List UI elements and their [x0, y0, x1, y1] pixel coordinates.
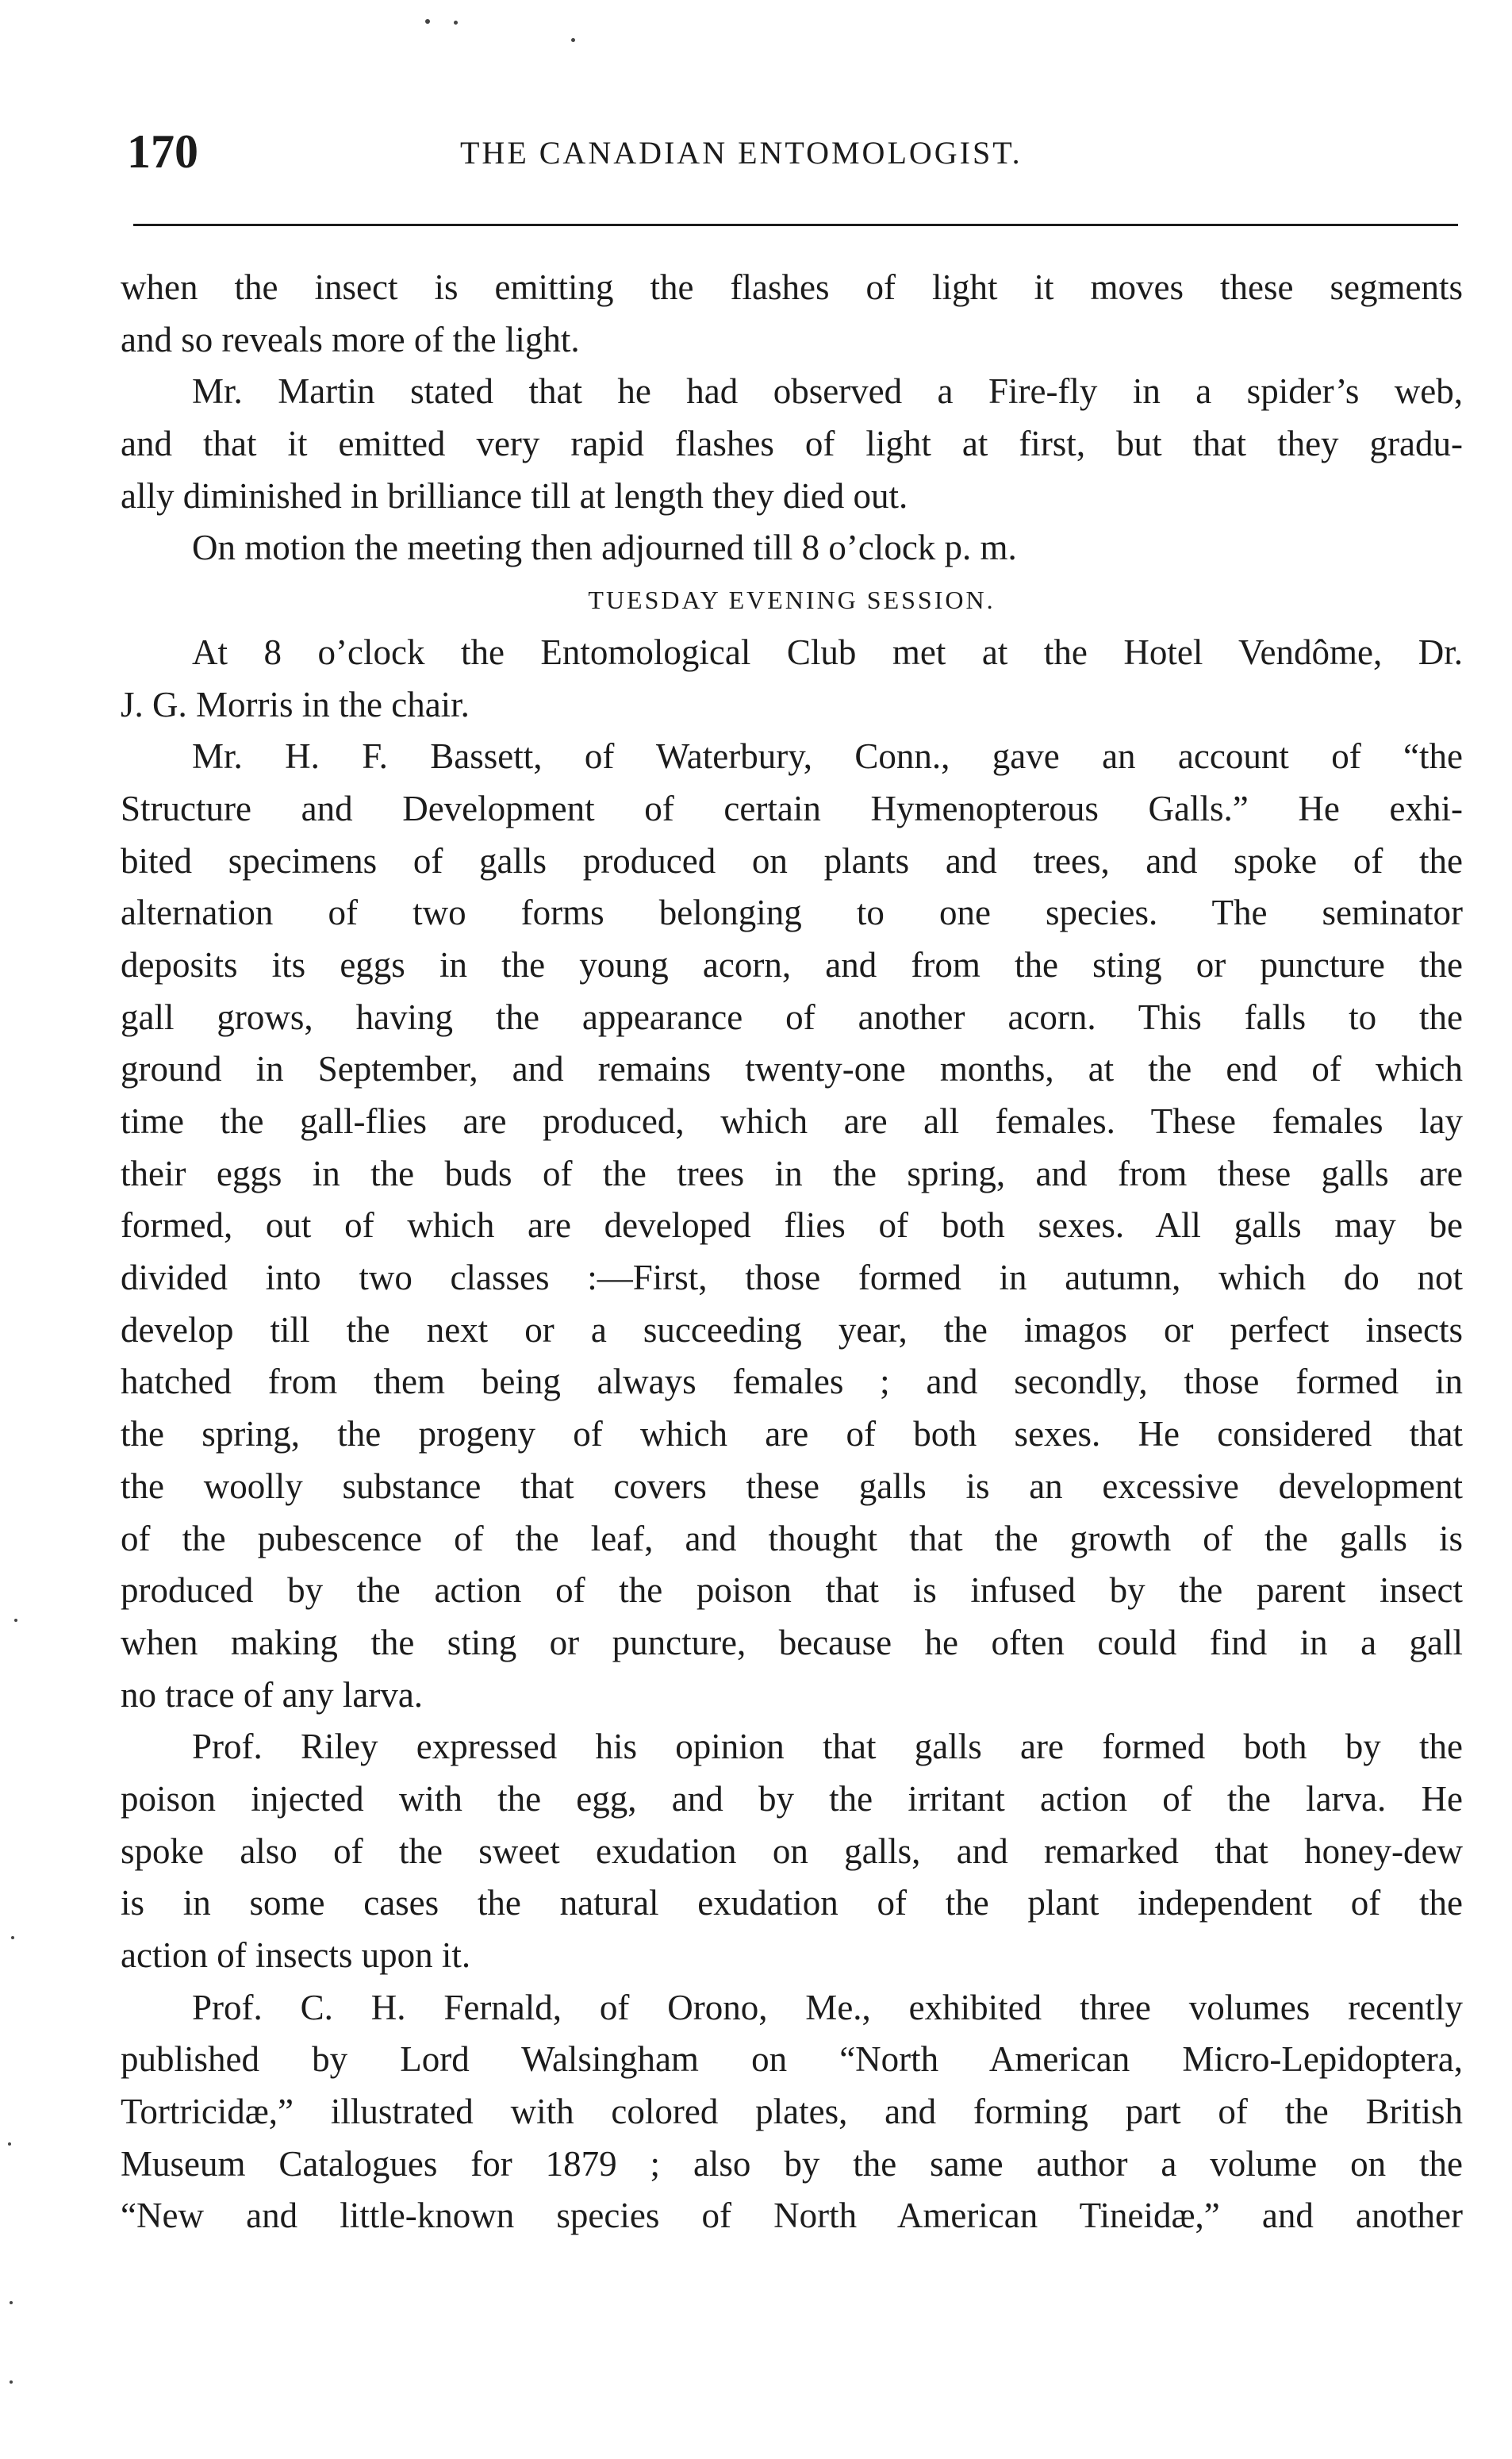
scan-speck: [8, 2142, 11, 2146]
text-line: spoke also of the sweet exudation on galls, and remarked that honey-dew: [121, 1831, 1463, 1871]
text-line: and so reveals more of the light.: [121, 319, 580, 359]
header-rule: [133, 224, 1458, 226]
text-line: when making the sting or puncture, because he often could find in a gall: [121, 1622, 1463, 1662]
text-line: J. G. Morris in the chair.: [121, 684, 470, 724]
text-line: action of insects upon it.: [121, 1935, 471, 1975]
text-line: time the gall-flies are produced, which are all females. These females lay: [121, 1101, 1463, 1141]
text-line: their eggs in the buds of the trees in the spring, and from these galls are: [121, 1153, 1463, 1193]
text-line: when the insect is emitting the flashes of light it moves these segments: [121, 267, 1463, 307]
text-line: poison injected with the egg, and by the irritant action of the larva. He: [121, 1778, 1463, 1819]
text-line: develop till the next or a succeeding year, the imagos or perfect insects: [121, 1309, 1463, 1350]
body-text: [121, 262, 1463, 2242]
text-line: of the pubescence of the leaf, and thought that the growth of the galls is: [121, 1518, 1463, 1558]
text-line: ground in September, and remains twenty-one months, at the end of which: [121, 1049, 1463, 1089]
page-header: [127, 119, 1460, 190]
text-line: Structure and Development of certain Hymenopterous Galls.” He exhi-: [121, 788, 1463, 828]
text-line: produced by the action of the poison that is infused by the parent insect: [121, 1570, 1463, 1611]
text-line: Prof. Riley expressed his opinion that galls are formed both by the: [192, 1727, 1463, 1767]
text-line: Prof. C. H. Fernald, of Orono, Me., exhibited three volumes recently: [192, 1987, 1463, 2027]
scan-speck: [11, 1936, 14, 1939]
text-line: Tortricidæ,” illustrated with colored plates, and forming part of the British: [121, 2092, 1463, 2132]
scan-speck: [14, 1619, 17, 1622]
text-line: no trace of any larva.: [121, 1674, 424, 1715]
text-line: divided into two classes :—First, those formed in autumn, which do not: [121, 1258, 1463, 1298]
scan-speck: [571, 38, 575, 42]
text-line: published by Lord Walsingham on “North American Micro-Lepidoptera,: [121, 2039, 1463, 2080]
section-heading: TUESDAY EVENING SESSION.: [588, 586, 996, 615]
text-line: deposits its eggs in the young acorn, and from the sting or puncture the: [121, 944, 1463, 985]
scan-speck: [425, 19, 430, 24]
text-line: On motion the meeting then adjourned till 8 o’clock p. m.: [192, 528, 1017, 568]
text-line: “New and little-known species of North American Tineidæ,” and another: [121, 2196, 1463, 2236]
text-line: the woolly substance that covers these galls is an excessive development: [121, 1466, 1463, 1506]
text-line: alternation of two forms belonging to one species. The seminator: [121, 893, 1463, 933]
text-line: Mr. Martin stated that he had observed a Fire-fly in a spider’s web,: [192, 371, 1463, 412]
text-line: Mr. H. F. Bassett, of Waterbury, Conn., gave an account of “the: [192, 736, 1463, 777]
text-line: hatched from them being always females ; and secondly, those formed in: [121, 1362, 1463, 1402]
scan-speck: [10, 2301, 13, 2304]
text-line: At 8 o’clock the Entomological Club met at the Hotel Vendôme, Dr.: [192, 632, 1463, 672]
text-line: bited specimens of galls produced on plants and trees, and spoke of the: [121, 840, 1463, 881]
text-line: gall grows, having the appearance of another acorn. This falls to the: [121, 997, 1463, 1037]
text-line: the spring, the progeny of which are of both sexes. He considered that: [121, 1414, 1463, 1454]
scan-speck: [10, 2380, 13, 2384]
text-line: Museum Catalogues for 1879 ; also by the same author a volume on the: [121, 2143, 1463, 2184]
scan-speck: [454, 21, 458, 25]
running-head: THE CANADIAN ENTOMOLOGIST.: [460, 135, 1023, 171]
text-line: and that it emitted very rapid flashes of light at first, but that they gradu-: [121, 424, 1463, 464]
text-line: formed, out of which are developed flies of both sexes. All galls may be: [121, 1205, 1463, 1246]
page-number: 170: [127, 125, 198, 178]
text-line: ally diminished in brilliance till at length they died out.: [121, 475, 908, 516]
text-line: is in some cases the natural exudation of the plant independent of the: [121, 1883, 1463, 1923]
